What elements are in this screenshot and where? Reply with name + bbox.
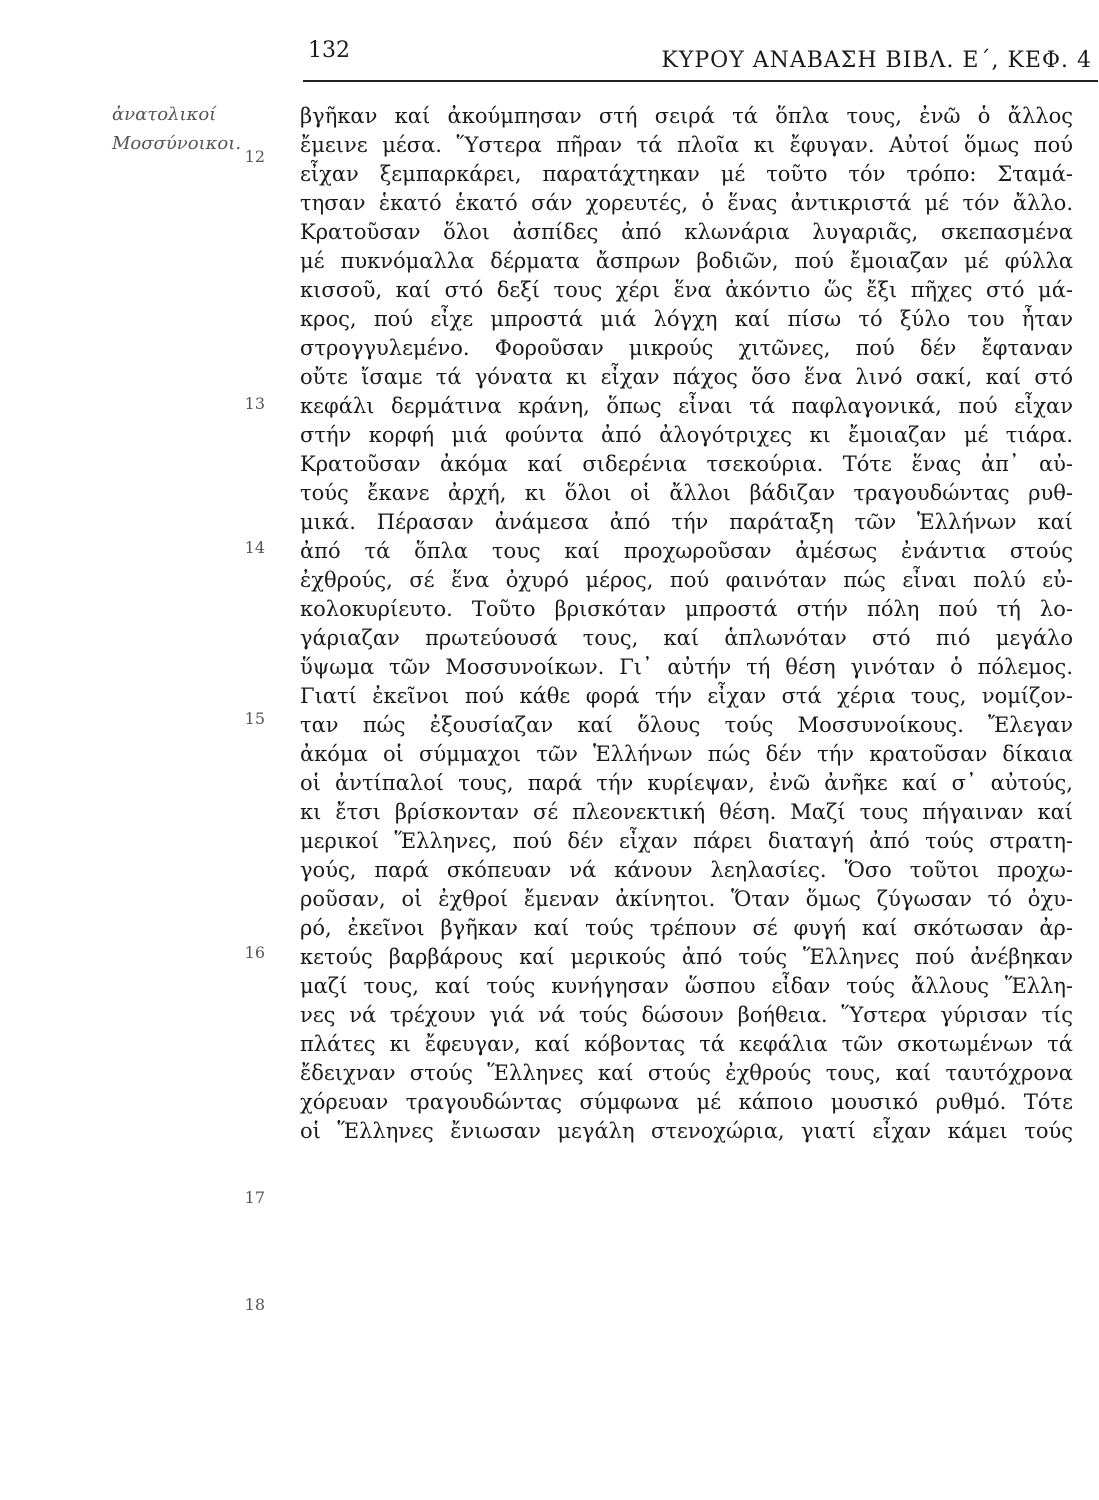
margin-note-line: Μοσσύνοικοι.: [112, 133, 242, 154]
text-line: κι ἔτσι βρίσκονταν σέ πλεονεκτική θέση. Μαζί τους πήγαιναν καί: [300, 800, 1073, 824]
text-line: οἱ ἀντίπαλοί τους, παρά τήν κυρίεψαν, ἐνῶ ἀνῆκε καί σ᾽ αὐτούς,: [300, 771, 1073, 795]
margin-note-line: ἀνατολικοί: [112, 104, 217, 125]
section-number-16: 16: [244, 943, 265, 962]
page-header: [308, 38, 1098, 78]
section-number-13: 13: [244, 394, 265, 413]
section-number-18: 18: [244, 1295, 265, 1314]
text-line: Γιατί ἐκεῖνοι πού κάθε φορά τήν εἶχαν στά χέρια τους, νομίζον-: [300, 684, 1073, 708]
text-line: γούς, παρά σκόπευαν νά κάνουν λεηλασίες. Ὅσο τοῦτοι προχω-: [300, 858, 1073, 882]
text-line: Κρατοῦσαν ὅλοι ἀσπίδες ἀπό κλωνάρια λυγαριᾶς, σκεπασμένα: [300, 220, 1073, 244]
section-number-14: 14: [244, 538, 265, 557]
text-line: ἐχθρούς, σέ ἕνα ὀχυρό μέρος, πού φαινόταν πώς εἶναι πολύ εὐ-: [300, 568, 1073, 592]
text-line: βγῆκαν καί ἀκούμπησαν στή σειρά τά ὅπλα τους, ἐνῶ ὁ ἄλλος: [300, 104, 1073, 128]
text-line: οἱ Ἕλληνες ἔνιωσαν μεγάλη στενοχώρια, γιατί εἶχαν κάμει τούς: [300, 1119, 1073, 1143]
text-line: εἶχαν ξεμπαρκάρει, παρατάχτηκαν μέ τοῦτο τόν τρόπο: Σταμά-: [300, 162, 1073, 186]
text-line: μερικοί Ἕλληνες, πού δέν εἶχαν πάρει διαταγή ἀπό τούς στρατη-: [300, 829, 1073, 853]
text-line: μαζί τους, καί τούς κυνήγησαν ὥσπου εἶδαν τούς ἄλλους Ἕλλη-: [300, 974, 1073, 998]
text-line: ὕψωμα τῶν Μοσσυνοίκων. Γι᾽ αὐτήν τή θέση γινόταν ὁ πόλεμος.: [300, 655, 1073, 679]
text-line: ρό, ἐκεῖνοι βγῆκαν καί τούς τρέπουν σέ φυγή καί σκότωσαν ἀρ-: [300, 916, 1073, 940]
text-line: χόρευαν τραγουδώντας σύμφωνα μέ κάποιο μουσικό ρυθμό. Τότε: [300, 1090, 1073, 1114]
text-line: ἔδειχναν στούς Ἕλληνες καί στούς ἐχθρούς τους, καί ταυτόχρονα: [300, 1061, 1073, 1085]
text-line: κεφάλι δερμάτινα κράνη, ὅπως εἶναι τά παφλαγονικά, πού εἶχαν: [300, 394, 1073, 418]
text-line: κρος, πού εἶχε μπροστά μιά λόγχη καί πίσω τό ξύλο του ἦταν: [300, 307, 1073, 331]
text-line: ταν πώς ἐξουσίαζαν καί ὅλους τούς Μοσσυνοίκους. Ἔλεγαν: [300, 713, 1073, 737]
text-line: κολοκυρίευτο. Τοῦτο βρισκόταν μπροστά στήν πόλη πού τή λο-: [300, 597, 1073, 621]
text-line: νες νά τρέχουν γιά νά τούς δώσουν βοήθεια. Ὕστερα γύρισαν τίς: [300, 1003, 1073, 1027]
section-number-17: 17: [244, 1188, 265, 1207]
running-title: ΚΥΡΟΥ ΑΝΑΒΑΣΗ ΒΙΒΛ. Ε΄, ΚΕΦ. 4: [661, 48, 1092, 73]
text-line: τησαν ἑκατό ἑκατό σάν χορευτές, ὁ ἕνας ἀντικριστά μέ τόν ἄλλο.: [300, 191, 1073, 215]
text-line: Κρατοῦσαν ἀκόμα καί σιδερένια τσεκούρια. Τότε ἕνας ἀπ᾽ αὐ-: [300, 452, 1073, 476]
page-number: 132: [308, 38, 350, 63]
text-line: στήν κορφή μιά φούντα ἀπό ἀλογότριχες κι ἔμοιαζαν μέ τιάρα.: [300, 423, 1073, 447]
text-line: μικά. Πέρασαν ἀνάμεσα ἀπό τήν παράταξη τῶν Ἑλλήνων καί: [300, 510, 1073, 534]
text-line: μέ πυκνόμαλλα δέρματα ἄσπρων βοδιῶν, πού ἔμοιαζαν μέ φύλλα: [300, 249, 1073, 273]
section-number-15: 15: [244, 709, 265, 728]
text-line: γάριαζαν πρωτεύουσά τους, καί ἁπλωνόταν στό πιό μεγάλο: [300, 626, 1073, 650]
text-line: τούς ἔκανε ἀρχή, κι ὅλοι οἱ ἄλλοι βάδιζαν τραγουδώντας ρυθ-: [300, 481, 1073, 505]
text-line: ἀπό τά ὅπλα τους καί προχωροῦσαν ἀμέσως ἐνάντια στούς: [300, 539, 1073, 563]
text-line: κισσοῦ, καί στό δεξί τους χέρι ἕνα ἀκόντιο ὥς ἔξι πῆχες στό μά-: [300, 278, 1073, 302]
text-line: ροῦσαν, οἱ ἐχθροί ἔμεναν ἀκίνητοι. Ὅταν ὅμως ζύγωσαν τό ὀχυ-: [300, 887, 1073, 911]
text-line: κετούς βαρβάρους καί μερικούς ἀπό τούς Ἕλληνες πού ἀνέβηκαν: [300, 945, 1073, 969]
text-line: στρογγυλεμένο. Φοροῦσαν μικρούς χιτῶνες, πού δέν ἔφταναν: [300, 336, 1073, 360]
text-line: οὔτε ἴσαμε τά γόνατα κι εἶχαν πάχος ὅσο ἕνα λινό σακί, καί στό: [300, 365, 1073, 389]
text-line: πλάτες κι ἔφευγαν, καί κόβοντας τά κεφάλια τῶν σκοτωμένων τά: [300, 1032, 1073, 1056]
text-line: ἔμεινε μέσα. Ὕστερα πῆραν τά πλοῖα κι ἔφυγαν. Αὐτοί ὅμως πού: [300, 133, 1073, 157]
section-number-12: 12: [244, 147, 265, 166]
text-line: ἀκόμα οἱ σύμμαχοι τῶν Ἑλλήνων πώς δέν τήν κρατοῦσαν δίκαια: [300, 742, 1073, 766]
header-rule: [303, 80, 1098, 82]
